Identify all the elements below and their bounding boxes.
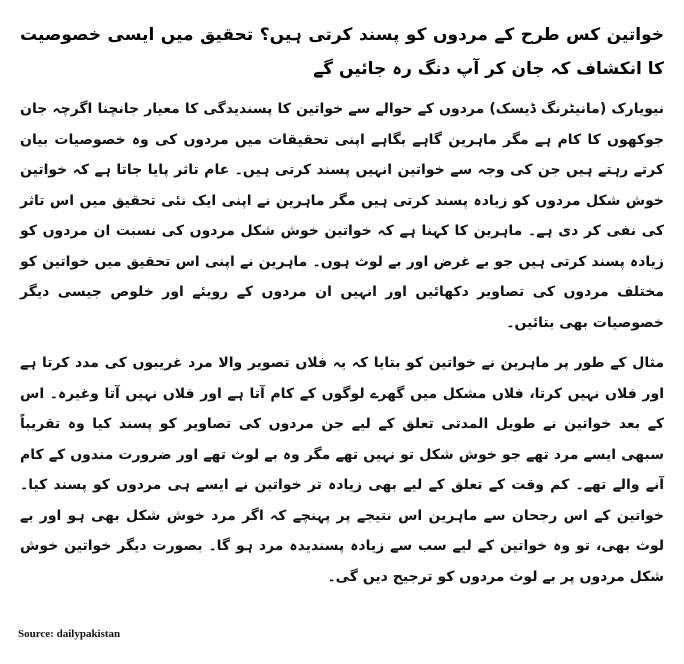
article-paragraph-1: نیویارک (مانیٹرنگ ڈیسک) مردوں کے حوالے سے خواتین کا پسندیدگی کا معیار جانچنا اگرچہ جان جوکھوں کا کام ہے مگر ماہرین گاہے بگاہے اپنی تحقیقات میں مردوں کی وہ خصوصیات بیان کرتے رہتے ہیں جن کی وجہ سے خواتین انہیں پسند کرتی ہیں۔ عام تاثر پایا جاتا ہے کہ خواتین خوش شکل مردوں کو زیادہ پسند کرتی ہیں مگر ماہرین نے اپنی ایک نئی تحقیق میں اس تاثر کی نفی کر دی ہے۔ ماہرین کا کہنا ہے کہ خواتین خوش شکل مردوں کی نسبت ان مردوں کو زیادہ پسند کرتی ہیں جو بے غرض اور بے لوث ہوں۔ ماہرین نے اپنی اس تحقیق میں خواتین کو مختلف مردوں کی تصاویر دکھائیں اور انہیں ان مردوں کے رویئے اور خلوص جیسی دیگر خصوصیات بھی بتائیں۔ <box>20 101 664 331</box>
article-paragraph-2: مثال کے طور پر ماہرین نے خواتین کو بتایا کہ یہ فلاں تصویر والا مرد غریبوں کی مدد کرتا ہے اور فلاں نہیں کرتا، فلاں مشکل میں گھرے لوگوں کے کام آتا ہے اور فلاں نہیں آتا وغیرہ۔ اس کے بعد خواتین نے طویل المدتی تعلق کے لیے جن مردوں کی تصاویر کو پسند کیا وہ تقریباً سبھی ایسے مرد تھے جو خوش شکل تو نہیں تھے مگر وہ بے لوث تھے اور ضرورت مندوں کے کام آنے والے تھے۔ کم وقت کے تعلق کے لیے بھی زیادہ تر خواتین نے ایسے ہی مردوں کو پسند کیا۔ خواتین کے اس رجحان سے ماہرین اس نتیجے پر پہنچے کہ اگر مرد خوش شکل بھی ہو اور بے لوث بھی، تو وہ خواتین کے لیے سب سے زیادہ پسندیدہ مرد ہو گا۔ بصورت دیگر خواتین خوش شکل مردوں پر بے لوث مردوں کو ترجیح دیں گی۔ <box>20 355 664 585</box>
article-headline: خواتین کس طرح کے مردوں کو پسند کرتی ہیں؟ تحقیق میں ایسی خصوصیت کا انکشاف کہ جان کر آپ دنگ رہ جائیں گے <box>20 25 664 79</box>
article-source: Source: dailypakistan <box>18 628 121 640</box>
